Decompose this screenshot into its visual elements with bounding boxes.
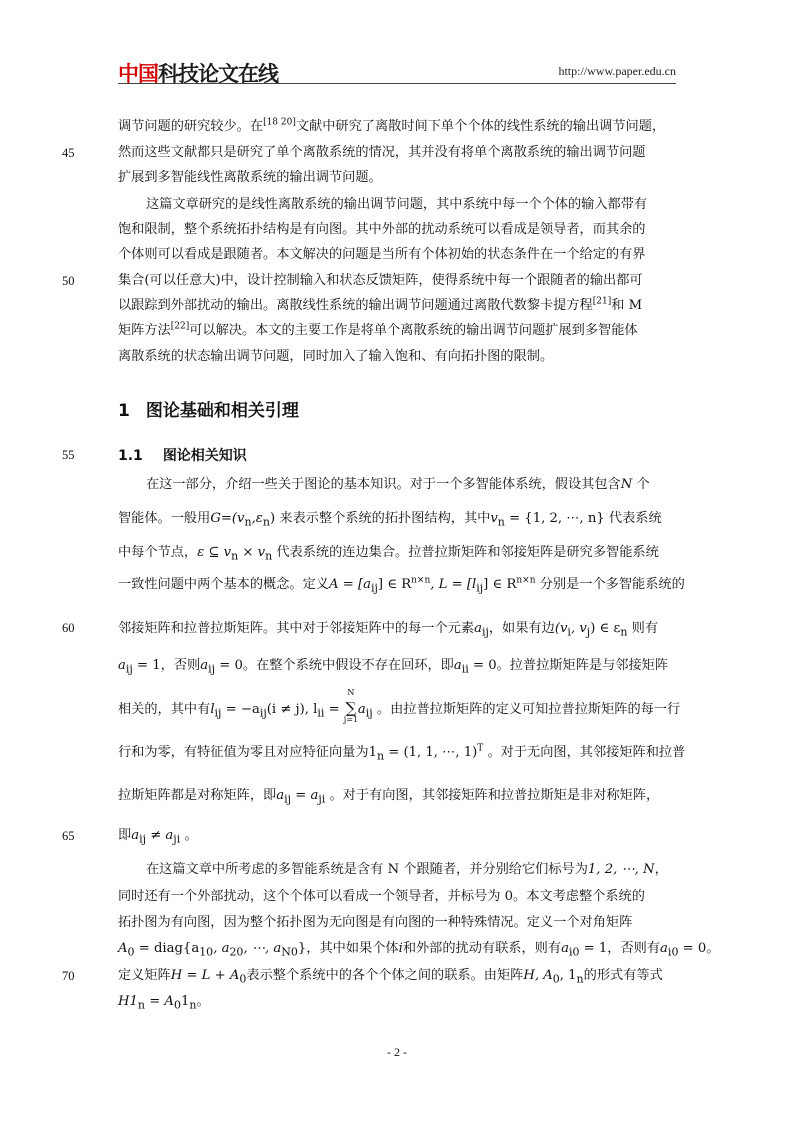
- text-line: $A_0$ = $diag\{a_{10}$, $a_{20}$, ⋯, $a_{N0}$}，其中如果个体i和外部的扰动有联系，则有$a_{i0} = 1$，否则有$a_{i0} = 0$。: [118, 941, 720, 959]
- text-line: 以跟踪到外部扰动的输出。离散线性系统的输出调节问题通过离散代数黎卡提方程[21]和 M: [118, 296, 643, 313]
- text-line: 在这一部分，介绍一些关于图论的基本知识。对于一个多智能体系统，假设其包含N 个: [146, 477, 650, 492]
- section-heading: 1 图论基础和相关引理: [118, 401, 299, 421]
- subsection-heading: 1.1 图论相关知识: [118, 448, 247, 464]
- text-line: 定义矩阵$H = L + A_0$表示整个系统中的各个个体之间的联系。由矩阵H, $A_0$, $1_n$的形式有等式: [118, 968, 663, 986]
- line-number: 50: [62, 274, 75, 288]
- line-number: 55: [62, 448, 75, 462]
- text-line: 矩阵方法[22]可以解决。本文的主要工作是将单个离散系统的输出调节问题扩展到多智能体: [118, 321, 638, 338]
- text-line: 一致性问题中两个基本的概念。定义$A = [a_{ij}]$ ∈ $R^{n\times n}$, $L = [l_{ij}]$ ∈ $R^{n\times n}$ 分别是一个多智能系统的: [118, 575, 685, 595]
- page-number: - 2 -: [387, 1045, 407, 1059]
- text-line: 拉斯矩阵都是对称矩阵，即$a_{ij} = a_{ji}$ 。对于有向图，其邻接矩阵和拉普拉斯矩是非对称矩阵，: [118, 788, 660, 806]
- header-url[interactable]: http://www.paper.edu.cn: [558, 64, 676, 78]
- line-number: 60: [62, 621, 75, 635]
- text-line: 邻接矩阵和拉普拉斯矩阵。其中对于邻接矩阵中的每一个元素$a_{ij}$，如果有边($v_i$, $v_j$) ∈ $\varepsilon_n$ 则有: [118, 621, 659, 639]
- text-line: 即$a_{ij} \ne a_{ji}$ 。: [118, 828, 198, 846]
- text-line: 智能体。一般用$G=(v_n,\varepsilon_n)$ 来表示整个系统的拓扑图结构，其中$v_n = \{1$, 2, ⋯, n} 代表系统: [118, 511, 662, 529]
- page-header: [118, 58, 676, 86]
- citation[interactable]: [21]: [592, 296, 612, 307]
- text-line: 在这篇文章中所考虑的多智能系统是含有 N 个跟随者，并分别给它们标号为1, 2, ⋯, N，: [146, 862, 668, 877]
- text-line: 集合(可以任意大)中，设计控制输入和状态反馈矩阵，使得系统中每一个跟随者的输出都可: [118, 273, 643, 288]
- text-line: 这篇文章研究的是线性离散系统的输出调节问题，其中系统中每一个个体的输入都带有: [146, 197, 648, 212]
- text-line: 调节问题的研究较少。在[18 20]文献中研究了离散时间下单个个体的线性系统的输出调节问题，: [118, 117, 666, 134]
- line-number: 70: [62, 969, 75, 983]
- text-line: 拓扑图为有向图，因为整个拓扑图为无向图是有向图的一种特殊情况。定义一个对角矩阵: [118, 915, 633, 930]
- text-line: 饱和限制，整个系统拓扑结构是有向图。其中外部的扰动系统可以看成是领导者，而其余的: [118, 222, 646, 237]
- line-number: 65: [62, 829, 75, 843]
- text-line: 中每个节点，ε ⊆ $v_n \times v_n$ 代表系统的连边集合。拉普拉斯矩阵和邻接矩阵是研究多智能系统: [118, 545, 659, 563]
- text-line: 然而这些文献都只是研究了单个离散系统的情况，其并没有将单个离散系统的输出调节问题: [118, 145, 646, 160]
- text-line: $H1_n = A_01_n$。: [118, 994, 210, 1012]
- line-number: 45: [62, 146, 75, 160]
- citation[interactable]: [22]: [170, 321, 190, 332]
- text-line: 行和为零，有特征值为零且对应特征向量为$1_n = (1$, 1, ⋯, 1)$^T$ 。对于无向图，其邻接矩阵和拉普: [118, 743, 686, 763]
- text-line: $a_{ij} = 1$，否则$a_{ij} = 0$。在整个系统中假设不存在回环，即$a_{ii} = 0$。拉普拉斯矩阵是与邻接矩阵: [118, 658, 669, 676]
- summation-symbol: N ∑ j=1: [343, 688, 359, 724]
- citation[interactable]: [18 20]: [263, 117, 296, 128]
- logo-red-text: 中国: [118, 62, 158, 86]
- text-line: 扩展到多智能线性离散系统的输出调节问题。: [118, 170, 382, 185]
- header-rule: [118, 83, 676, 84]
- logo-dark-text: 科技论文在线: [158, 62, 278, 86]
- text-line: 同时还有一个外部扰动，这个个体可以看成一个领导者，并标号为 0。本文考虑整个系统的: [118, 889, 645, 904]
- text-line: 个体则可以看成是跟随者。本文解决的问题是当所有个体初始的状态条件在一个给定的有界: [118, 247, 646, 262]
- text-line: 相关的，其中有$l_{ij} = -a_{ij}(i \ne j)$, $l_{ii}$ = N ∑ j=1 $a_{ij}$ 。由拉普拉斯矩阵的定义可知拉普拉斯矩阵的每一行: [118, 688, 681, 724]
- text-line: 离散系统的状态输出调节问题，同时加入了输入饱和、有向拓扑图的限制。: [118, 349, 554, 364]
